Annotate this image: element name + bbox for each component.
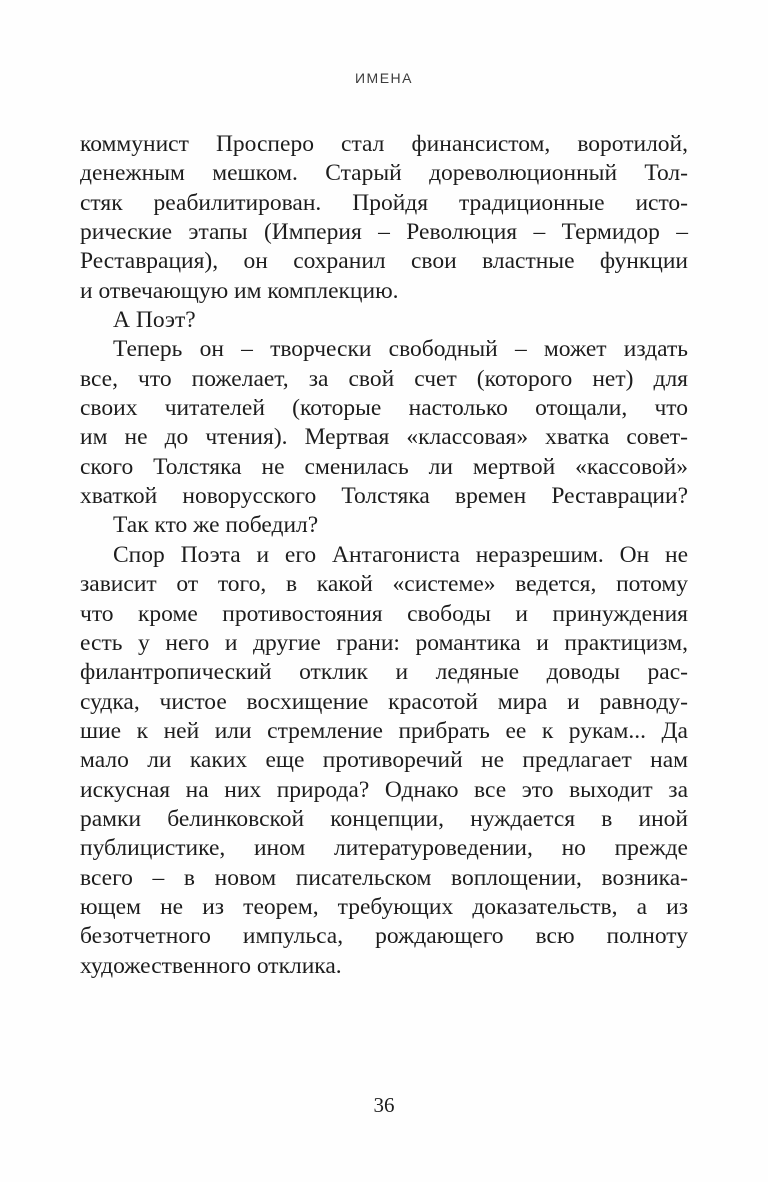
text-line: мало ли каких еще противоречий не предлагает нам [80,747,688,774]
text-line: шие к ней или стремление прибрать ее к рукам... Да [80,717,688,744]
running-head: ИМЕНА [354,70,413,86]
text-line: ющем не из теорем, требующих доказательств, а из [80,893,688,920]
text-line: зависит от того, в какой «системе» ведется, потому [80,571,688,598]
text-line: хваткой новорусского Толстяка времен Реставрации? [80,483,688,510]
text-line: стяк реабилитирован. Пройдя традиционные исто- [80,189,688,216]
text-line: судка, чистое восхищение красотой мира и равноду- [80,688,688,715]
text-line: искусная на них природа? Однако все это выходит за [80,776,688,803]
text-line: рамки белинковской концепции, нуждается в иной [80,805,688,832]
text-block [80,130,688,981]
text-line: им не до чтения). Мертвая «классовая» хватка совет- [80,424,688,451]
text-line: Так кто же победил? [113,512,319,539]
text-line: Теперь он – творчески свободный – может издать [113,336,688,363]
text-line: Спор Поэта и его Антагониста неразрешим. Он не [113,541,688,568]
text-line: публицистике, ином литературоведении, но прежде [80,835,688,862]
text-line: художественного отклика. [80,952,342,979]
text-line: все, что пожелает, за свой счет (которого нет) для [80,365,688,392]
text-line: рические этапы (Империя – Революция – Термидор – [80,219,688,246]
text-line: есть у него и другие грани: романтика и практицизм, [80,629,688,656]
text-line: ского Толстяка не сменилась ли мертвой «кассовой» [80,453,688,480]
text-line: филантропический отклик и ледяные доводы рас- [80,659,688,686]
text-line: денежным мешком. Старый дореволюционный Тол- [80,160,688,187]
page-number: 36 [373,1093,395,1117]
text-line: коммунист Просперо стал финансистом, воротилой, [80,131,688,157]
text-line: Реставрация), он сохранил свои властные функции [80,248,688,275]
text-line: А Поэт? [113,307,196,334]
text-line: своих читателей (которые настолько отощали, что [80,395,688,422]
text-line: всего – в новом писательском воплощении, возника- [80,864,688,891]
text-line: и отвечающую им комплекцию. [80,277,399,304]
text-line: что кроме противостояния свободы и принуждения [80,600,688,627]
text-line: безотчетного импульса, рождающего всю полноту [80,923,688,950]
